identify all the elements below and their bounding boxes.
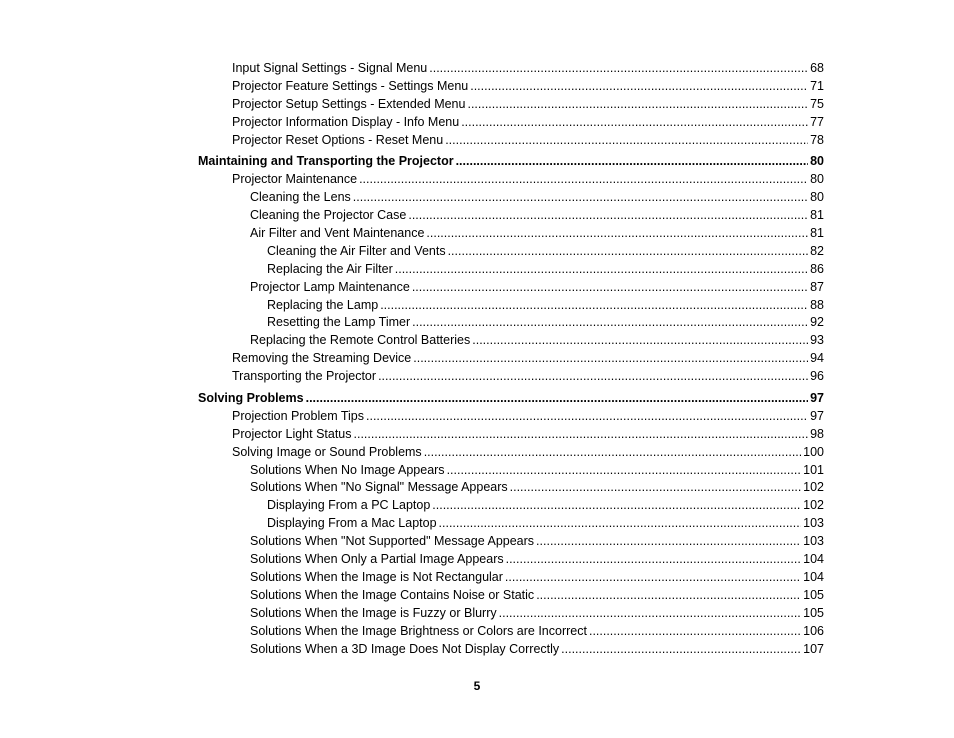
dot-leader — [432, 497, 801, 515]
dot-leader — [448, 243, 809, 261]
toc-entry-title: Solutions When the Image Brightness or Colors are Incorrect — [250, 623, 587, 638]
dot-leader — [505, 569, 801, 587]
toc-entry-page: 81 — [810, 226, 824, 241]
toc-entry-page: 68 — [810, 61, 824, 75]
dot-leader — [589, 623, 801, 641]
dot-leader — [510, 479, 802, 497]
dot-leader — [354, 426, 809, 444]
toc-entry-title: Solutions When the Image Contains Noise or Static — [250, 587, 535, 602]
toc-entry-title: Replacing the Air Filter — [267, 261, 393, 276]
toc-entry[interactable] — [0, 587, 954, 605]
toc-entry-title: Solutions When the Image is Not Rectangular — [250, 569, 503, 584]
toc-entry-page: 98 — [810, 426, 824, 441]
toc-entry-title: Transporting the Projector — [232, 369, 377, 384]
toc-entry[interactable] — [0, 153, 954, 171]
dot-leader — [561, 641, 801, 659]
toc-entry-title: Solutions When a 3D Image Does Not Display Correctly — [250, 641, 560, 656]
table-of-contents — [0, 60, 954, 658]
toc-entry[interactable] — [0, 533, 954, 551]
dot-leader — [456, 153, 809, 171]
toc-entry-page: 103 — [803, 534, 824, 549]
dot-leader — [461, 114, 808, 132]
toc-entry[interactable] — [0, 114, 954, 132]
toc-entry[interactable] — [0, 96, 954, 114]
toc-entry-page: 82 — [810, 243, 824, 258]
toc-entry[interactable] — [0, 551, 954, 569]
toc-entry-page: 94 — [810, 351, 824, 366]
toc-entry[interactable] — [0, 569, 954, 587]
toc-entry-title: Cleaning the Lens — [250, 190, 351, 205]
toc-entry-title: Solutions When No Image Appears — [250, 462, 445, 477]
toc-entry-page: 96 — [810, 369, 824, 384]
toc-entry-page: 100 — [803, 444, 824, 459]
toc-entry-title: Replacing the Remote Control Batteries — [250, 333, 471, 348]
toc-entry-title: Solving Image or Sound Problems — [232, 444, 422, 459]
dot-leader — [439, 515, 802, 533]
toc-entry[interactable] — [0, 390, 954, 408]
toc-entry-title: Displaying From a Mac Laptop — [267, 516, 437, 531]
toc-entry[interactable] — [0, 368, 954, 386]
toc-entry[interactable] — [0, 189, 954, 207]
toc-entry-title: Projector Light Status — [232, 426, 352, 441]
dot-leader — [447, 462, 802, 480]
dot-leader — [395, 261, 808, 279]
toc-entry-page: 78 — [810, 132, 824, 147]
toc-entry-page: 75 — [810, 96, 824, 111]
dot-leader — [536, 533, 801, 551]
toc-entry[interactable] — [0, 261, 954, 279]
toc-entry[interactable] — [0, 78, 954, 96]
toc-entry-page: 106 — [803, 623, 824, 638]
toc-entry-page: 80 — [810, 172, 824, 187]
toc-entry[interactable] — [0, 243, 954, 261]
toc-entry[interactable] — [0, 408, 954, 426]
toc-entry-title: Air Filter and Vent Maintenance — [250, 226, 425, 241]
toc-entry-page: 77 — [810, 114, 824, 129]
toc-entry-title: Projector Reset Options - Reset Menu — [232, 132, 444, 147]
toc-entry[interactable] — [0, 623, 954, 641]
toc-entry-title: Displaying From a PC Laptop — [267, 498, 431, 513]
toc-entry[interactable] — [0, 426, 954, 444]
toc-entry-title: Projector Information Display - Info Menu — [232, 114, 460, 129]
dot-leader — [378, 368, 808, 386]
toc-entry-page: 102 — [803, 498, 824, 513]
toc-entry[interactable] — [0, 297, 954, 315]
page-number: 5 — [473, 679, 481, 693]
dot-leader — [470, 78, 808, 96]
toc-entry[interactable] — [0, 314, 954, 332]
toc-entry-page: 103 — [803, 516, 824, 531]
toc-entry-page: 92 — [810, 315, 824, 330]
dot-leader — [353, 189, 808, 207]
dot-leader — [408, 207, 808, 225]
toc-entry-page: 93 — [810, 333, 824, 348]
toc-entry-page: 81 — [810, 208, 824, 223]
toc-entry-page: 97 — [810, 408, 824, 423]
dot-leader — [412, 314, 808, 332]
toc-entry[interactable] — [0, 497, 954, 515]
toc-entry-page: 97 — [810, 391, 824, 406]
toc-entry-title: Projector Lamp Maintenance — [250, 279, 410, 294]
toc-entry-title: Projector Feature Settings - Settings Menu — [232, 78, 469, 93]
toc-entry-page: 87 — [810, 279, 824, 294]
toc-entry-title: Projection Problem Tips — [232, 408, 365, 423]
toc-entry-page: 105 — [803, 587, 824, 602]
toc-entry[interactable] — [0, 225, 954, 243]
dot-leader — [445, 132, 808, 150]
dot-leader — [359, 171, 808, 189]
toc-entry[interactable] — [0, 444, 954, 462]
dot-leader — [536, 587, 801, 605]
toc-entry-page: 105 — [803, 605, 824, 620]
toc-entry-title: Cleaning the Air Filter and Vents — [267, 243, 446, 258]
toc-entry-page: 101 — [803, 462, 824, 477]
toc-entry[interactable] — [0, 332, 954, 350]
toc-entry[interactable] — [0, 60, 954, 78]
dot-leader — [467, 96, 808, 114]
toc-entry[interactable] — [0, 132, 954, 150]
toc-entry-page: 104 — [803, 552, 824, 567]
toc-entry[interactable] — [0, 350, 954, 368]
toc-entry-title: Removing the Streaming Device — [232, 351, 412, 366]
dot-leader — [426, 225, 808, 243]
toc-entry-page: 86 — [810, 261, 824, 276]
toc-entry-title: Solving Problems — [198, 391, 304, 406]
dot-leader — [366, 408, 808, 426]
dot-leader — [412, 279, 808, 297]
dot-leader — [499, 605, 802, 623]
toc-entry-title: Cleaning the Projector Case — [250, 208, 407, 223]
toc-entry-title: Input Signal Settings - Signal Menu — [232, 61, 428, 75]
dot-leader — [380, 297, 808, 315]
toc-entry-title: Solutions When the Image is Fuzzy or Blurry — [250, 605, 497, 620]
toc-entry-page: 102 — [803, 480, 824, 495]
toc-entry-title: Maintaining and Transporting the Projector — [198, 154, 454, 169]
dot-leader — [472, 332, 808, 350]
toc-entry[interactable] — [0, 207, 954, 225]
toc-entry[interactable] — [0, 479, 954, 497]
toc-entry-title: Replacing the Lamp — [267, 297, 379, 312]
toc-entry[interactable] — [0, 605, 954, 623]
dot-leader — [413, 350, 808, 368]
toc-entry-page: 80 — [810, 154, 824, 169]
toc-entry-page: 88 — [810, 297, 824, 312]
toc-entry[interactable] — [0, 462, 954, 480]
dot-leader — [306, 390, 809, 408]
toc-entry[interactable] — [0, 279, 954, 297]
toc-entry[interactable] — [0, 515, 954, 533]
toc-entry-page: 71 — [810, 78, 824, 93]
toc-entry[interactable] — [0, 641, 954, 659]
toc-entry-title: Projector Maintenance — [232, 172, 358, 187]
dot-leader — [506, 551, 802, 569]
toc-entry-page: 80 — [810, 190, 824, 205]
toc-entry-title: Resetting the Lamp Timer — [267, 315, 411, 330]
toc-entry[interactable] — [0, 171, 954, 189]
toc-entry-page: 104 — [803, 569, 824, 584]
toc-entry-title: Projector Setup Settings - Extended Menu — [232, 96, 466, 111]
toc-entry-title: Solutions When "No Signal" Message Appears — [250, 480, 508, 495]
dot-leader — [429, 60, 808, 78]
toc-entry-page: 107 — [803, 641, 824, 656]
toc-entry-title: Solutions When "Not Supported" Message Appears — [250, 534, 535, 549]
toc-entry-title: Solutions When Only a Partial Image Appears — [250, 552, 504, 567]
dot-leader — [424, 444, 801, 462]
